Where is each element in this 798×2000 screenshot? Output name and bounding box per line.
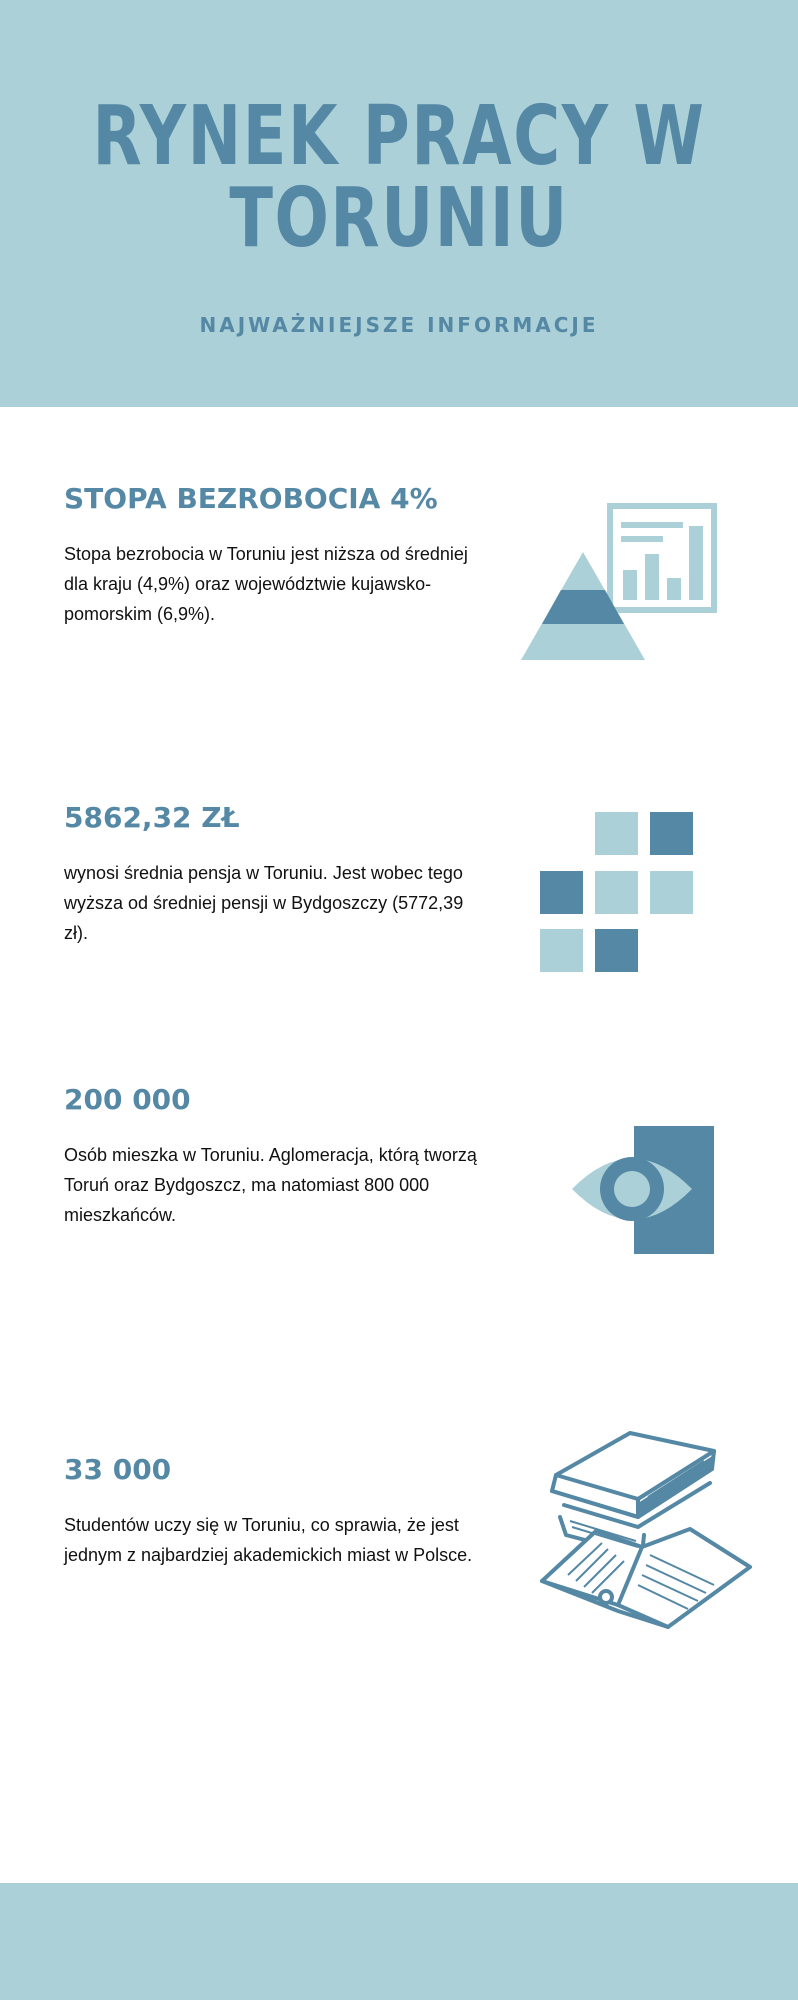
squares-grid-icon: [540, 810, 700, 975]
header-banner: [0, 0, 798, 407]
section-heading: 5862,32 ZŁ: [64, 801, 240, 834]
section-population: [64, 1082, 484, 1230]
section-unemployment: [64, 481, 484, 629]
section-heading: 33 000: [64, 1453, 172, 1486]
page-title: [88, 89, 710, 266]
section-text: wynosi średnia pensja w Toruniu. Jest wobec tego wyższa od średniej pensji w Bydgoszczy (5772,39 zł).: [64, 863, 464, 943]
section-heading: STOPA BEZROBOCIA 4%: [64, 482, 438, 515]
section-heading: 200 000: [64, 1083, 191, 1116]
title-line-1: RYNEK PRACY W: [92, 89, 706, 184]
section-text: Studentów uczy się w Toruniu, co sprawia, że jest jednym z najbardziej akademickich miast w Polsce.: [64, 1515, 473, 1565]
books-icon: [538, 1425, 756, 1635]
section-text: Osób mieszka w Toruniu. Aglomeracja, którą tworzą Toruń oraz Bydgoszcz, ma natomiast 800 000 mieszkańców.: [64, 1145, 477, 1225]
footer-band: [0, 1883, 798, 2000]
section-salary: [64, 800, 484, 948]
section-students: [64, 1452, 484, 1570]
eye-icon: [568, 1124, 728, 1256]
title-line-2: TORUNIU: [229, 171, 569, 266]
pyramid-chart-icon: [515, 500, 725, 665]
page-subtitle: NAJWAŻNIEJSZE INFORMACJE: [199, 313, 599, 337]
section-text: Stopa bezrobocia w Toruniu jest niższa od średniej dla kraju (4,9%) oraz województwie kujawsko-pomorskim (6,9%).: [64, 544, 468, 624]
